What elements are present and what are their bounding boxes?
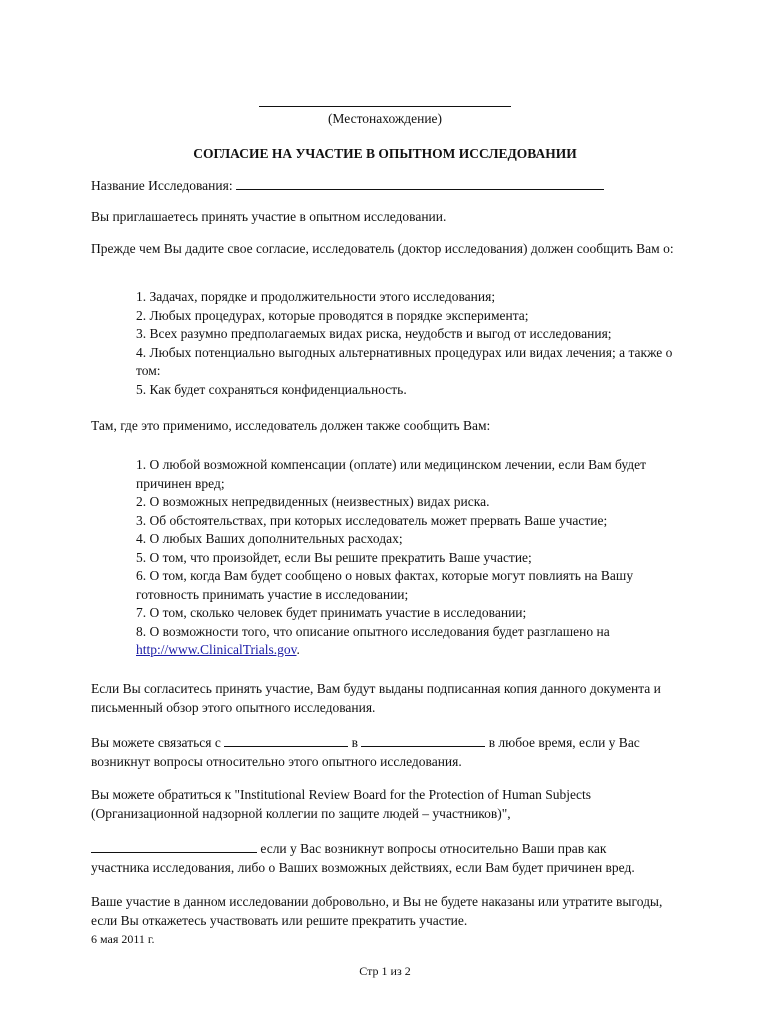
list-item: 5. О том, что произойдет, если Вы решите прекратить Ваше участие;: [136, 549, 532, 565]
contact-paragraph: [91, 733, 691, 771]
list-item: 3. Всех разумно предполагаемых видах риска, неудобств и выгод от исследования;: [136, 326, 612, 341]
list-item: 7. О том, сколько человек будет принимать участие в исследовании;: [136, 605, 527, 620]
list-item: 4. Любых потенциально выгодных альтернативных процедурах или видах лечения; а также о том:: [136, 344, 673, 378]
page-number: Стр 1 из 2: [359, 964, 411, 978]
clinicaltrials-link[interactable]: http://www.ClinicalTrials.gov: [136, 642, 297, 657]
contact-text-3: в любое время, если у Вас: [488, 735, 640, 750]
document-title: СОГЛАСИЕ НА УЧАСТИЕ В ОПЫТНОМ ИССЛЕДОВАНИИ: [193, 146, 577, 161]
contact-line-1: [91, 733, 691, 753]
list-item: 1. Задачах, порядке и продолжительности этого исследования;: [136, 289, 496, 304]
list-item: 2. Любых процедурах, которые проводятся в порядке эксперимента;: [136, 307, 529, 323]
list-item: 5. Как будет сохраняться конфиденциальность.: [136, 381, 407, 397]
study-name-row: [91, 176, 691, 196]
list-item: 2. О возможных непредвиденных (неизвестных) видах риска.: [136, 494, 490, 509]
contact-phone-blank[interactable]: [361, 733, 485, 747]
list-item: [136, 623, 684, 660]
list-item: 3. Об обстоятельствах, при которых исследователь может прервать Ваше участие;: [136, 512, 608, 528]
irb-paragraph: Вы можете обратиться к "Institutional Review Board for the Protection of Human Subjects (Организационной надзорной коллегии по защите людей – участников)",: [91, 787, 591, 821]
invited-paragraph: Вы приглашаетесь принять участие в опытном исследовании.: [91, 209, 447, 224]
study-name-label: Название Исследования:: [91, 178, 233, 193]
irb-contact-blank[interactable]: [91, 839, 257, 853]
study-name-blank[interactable]: [236, 176, 604, 190]
rights-paragraph: [91, 839, 691, 877]
before-consent-paragraph: Прежде чем Вы дадите свое согласие, исследователь (доктор исследования) должен сообщить Вам о:: [91, 241, 674, 256]
list-item: 6. О том, когда Вам будет сообщено о новых фактах, которые могут повлиять на Вашу готовность принимать участие в исследовании;: [136, 568, 634, 602]
list-item: 1. О любой возможной компенсации (оплате) или медицинском лечении, если Вам будет причинен вред;: [136, 457, 647, 491]
contact-line-2: возникнут вопросы относительно этого опытного исследования.: [91, 753, 462, 769]
list-item-text: 8. О возможности того, что описание опытного исследования будет разглашено на: [136, 623, 610, 639]
list-item-end: .: [296, 642, 300, 657]
location-underline: [259, 106, 511, 107]
required-info-list: [136, 288, 684, 399]
contact-person-blank[interactable]: [224, 733, 348, 747]
document-date: 6 мая 2011 г.: [91, 932, 155, 946]
voluntary-paragraph: Ваше участие в данном исследовании добровольно, и Вы не будете наказаны или утратите выгоды, если Вы откажетесь участвовать или решите прекратить участие.: [91, 894, 663, 928]
copy-paragraph: Если Вы согласитесь принять участие, Вам будут выданы подписанная копия данного документа и письменный обзор этого опытного исследования.: [91, 681, 661, 715]
additional-info-list: [136, 456, 684, 660]
rights-line-2: участника исследования, либо о Ваших возможных действиях, если Вам будет причинен вред.: [91, 859, 635, 875]
contact-text-1: Вы можете связаться с: [91, 735, 221, 750]
where-applicable-paragraph: Там, где это применимо, исследователь должен также сообщить Вам:: [91, 418, 491, 433]
rights-text-1: если у Вас возникнут вопросы относительно Ваши прав как: [260, 841, 607, 856]
location-label: (Местонахождение): [327, 111, 443, 126]
list-item: 4. О любых Ваших дополнительных расходах;: [136, 531, 403, 546]
contact-text-2: в: [351, 735, 358, 750]
rights-line-1: [91, 839, 691, 859]
